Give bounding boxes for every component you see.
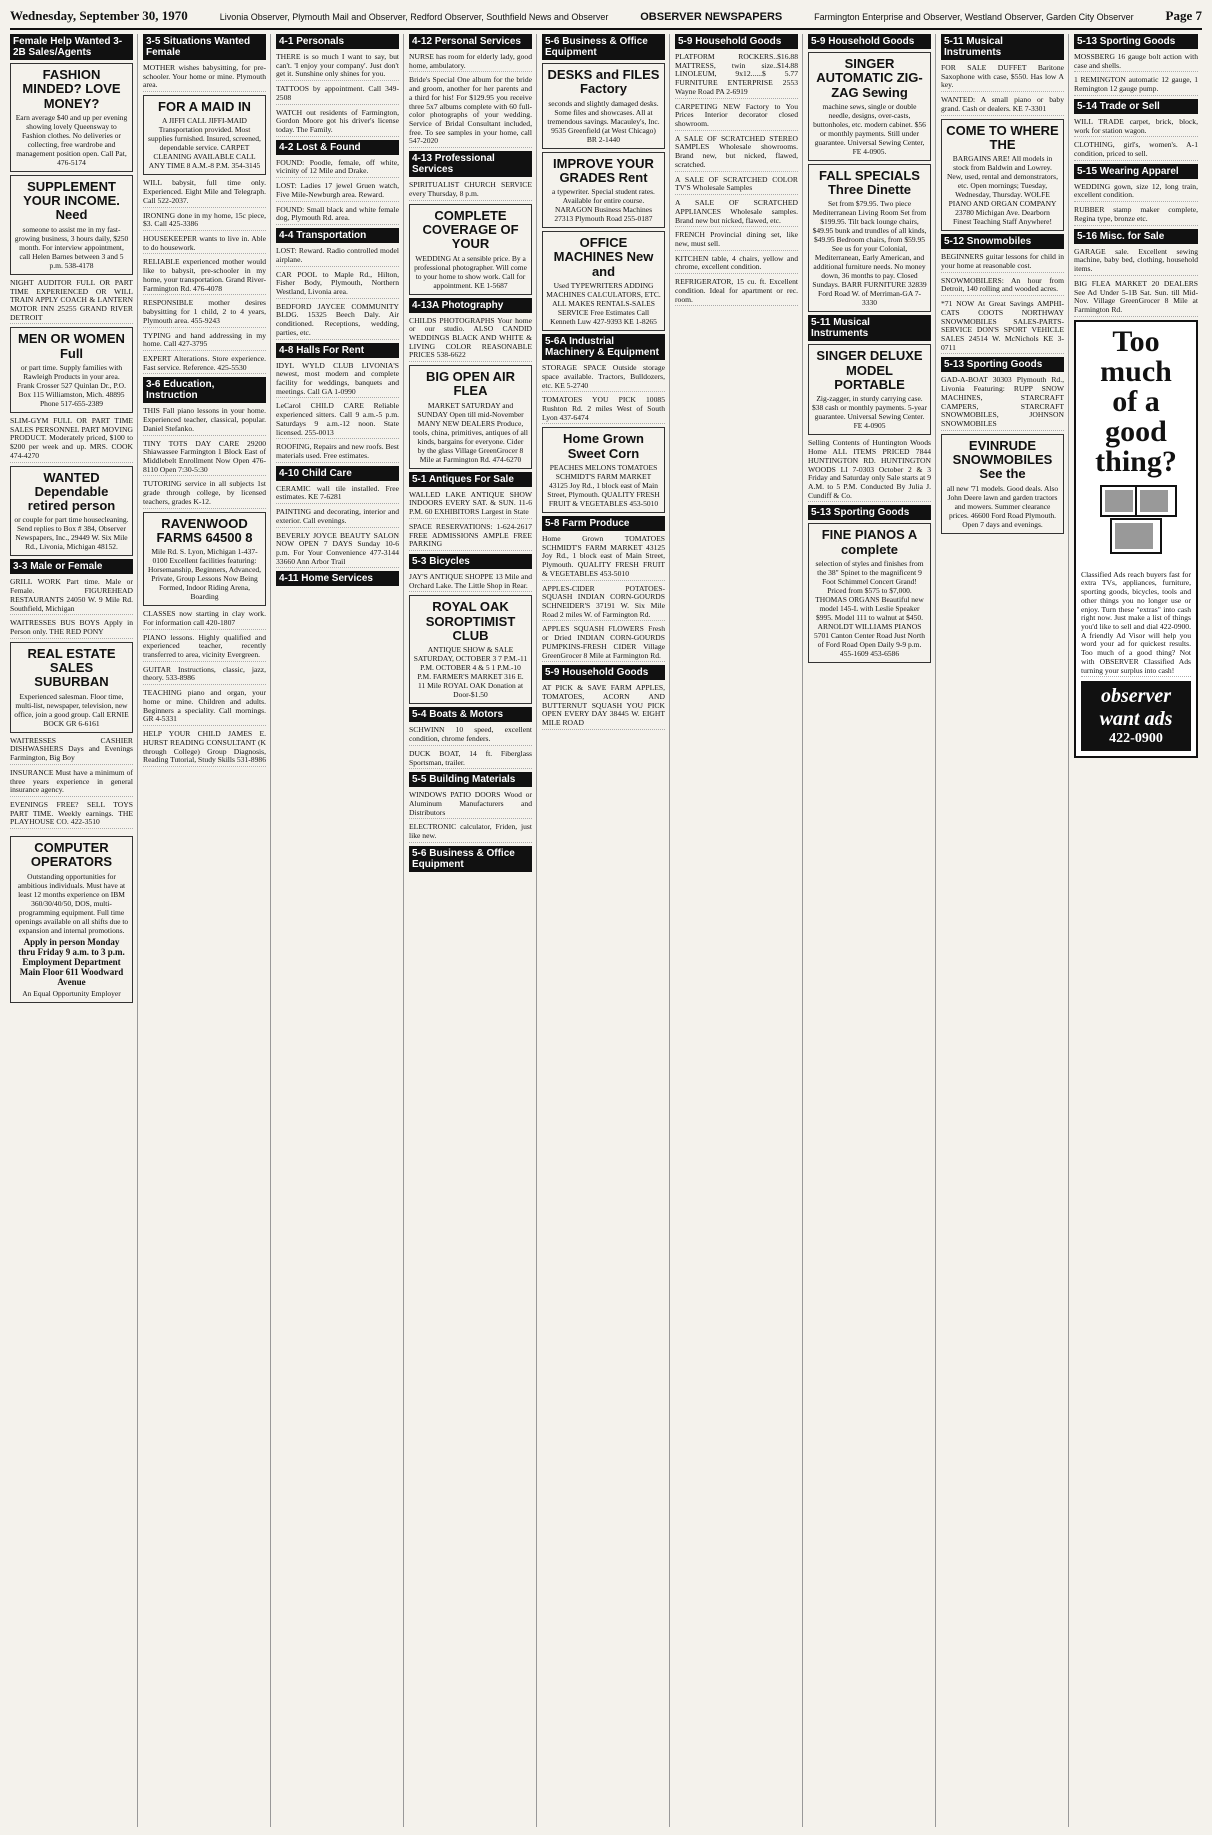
display-ad-body: all new '71 models. Good deals. Also John Deere lawn and garden tractors and mowers. Summer clearance prices. 46600 Ford Road Plymouth. Open 7 days and evenings. — [946, 483, 1059, 529]
display-ad-headline: IMPROVE YOUR GRADES Rent — [553, 155, 654, 185]
classified-ad: CLASSES now starting in clay work. For information call 420-1807 — [143, 609, 266, 629]
display-ad-body: BARGAINS ARE! All models in stock from Baldwin and Lowrey. New, used, rental and demonstrators, etc. Open mornings; Tuesday, Wednesday, Thursday. WOLFE PIANO AND ORGAN COMPANY 23780 Michigan Ave. Dearborn Finest Teaching Staff Anywhere! — [947, 154, 1058, 227]
section-header: 5-6 Business & Office Equipment — [409, 846, 532, 872]
display-ad-body: machine sews, single or double needle, designs, over-casts, buttonholes, etc. modern cabinet. $56 or monthly payments. Still under guarantee. Universal Sewing Center, FE 4-0905. — [813, 101, 926, 156]
section-header: 3-5 Situations Wanted Female — [143, 34, 266, 60]
display-ad — [409, 204, 532, 295]
display-ad — [10, 642, 133, 733]
classified-column — [675, 34, 803, 1827]
classified-ad: BIG FLEA MARKET 20 DEALERS See Ad Under 5-1B Sat. Sun. till Mid-Nov. Village GreenGrocer 8 Mile at Farmington Rd. — [1074, 279, 1198, 317]
classified-ad: CERAMIC wall tile installed. Free estimates. KE 7-6281 — [276, 484, 399, 504]
display-ad-headline: FASHION MINDED? LOVE MONEY? — [22, 67, 121, 111]
display-ad — [10, 175, 133, 275]
display-ad-body: A JIFFI CALL JIFFI-MAID Transportation provided. Most supplies furnished. Insured, screened, dependable service. CARPET CLEANING AVAILABLE CALL ANY TIME 8 A.M.-8 P.M. 354-3145 — [148, 116, 261, 171]
classified-column — [143, 34, 271, 1827]
section-header: 4-4 Transportation — [276, 228, 399, 243]
classified-ad: FOR SALE DUFFET Baritone Saxophone with case, $550. Has low A key. — [941, 63, 1064, 92]
display-ad — [542, 63, 665, 149]
section-header: 3-3 Male or Female — [10, 559, 133, 574]
section-header: 5-13 Sporting Goods — [808, 505, 931, 520]
display-ad-headline: Home Grown Sweet Corn — [563, 431, 644, 461]
classified-ad: GARAGE sale. Excellent sewing machine, baby bed, clothing, household items. — [1074, 247, 1198, 276]
classified-ad: MOTHER wishes babysitting, for pre-schooler. Your home or mine. Plymouth area. — [143, 63, 266, 92]
classified-ad: CAR POOL to Maple Rd., Hilton, Fisher Body, Plymouth, Northern Westland, Livonia area. — [276, 270, 399, 299]
classified-ad: WAITRESSES CASHIER DISHWASHERS Days and Evenings Farmington, Big Boy — [10, 736, 133, 765]
computer-ad-body: Outstanding opportunities for ambitious individuals. Must have at least 12 months experience on IBM 360/30/40/50, DOS, multi-programming equipment. Full time openings available on all shifts due to expansion and internal promotions. — [14, 871, 129, 935]
classified-ad: SLIM-GYM FULL OR PART TIME SALES PERSONNEL PART MOVING PRODUCT. Moderately priced, $100 to $200 per week and up. MRS. COOK 474-4270 — [10, 416, 133, 463]
classified-ad: WALLED LAKE ANTIQUE SHOW INDOORS EVERY SAT. & SUN. 11-6 P.M. 60 EXHIBITORS Largest in State — [409, 490, 532, 519]
classified-ad: CHILDS PHOTOGRAPHS Your home or our studio. ALSO CANDID WEDDINGS BLACK AND WHITE & LIVING COLOR REASONABLE PRICES 538-6622 — [409, 316, 532, 363]
classified-ad: PAINTING and decorating, interior and exterior. Call evenings. — [276, 507, 399, 527]
classified-ad: WILL TRADE carpet, brick, block, work for station wagon. — [1074, 117, 1198, 137]
classified-ad: RELIABLE experienced mother would like to babysit, pre-schooler in my home, your transportation. Grand River-Farmington Rd. 476-4078 — [143, 257, 266, 295]
display-ad — [409, 595, 532, 704]
display-ad — [143, 95, 266, 175]
promo-body: Classified Ads reach buyers fast for extra TVs, appliances, furniture, sporting goods, bicycles, tools and other things you no longer use or enjoy. Turn these "extras" into cash right now. Just make a list of things you'd like to sell and dial 422-0900. A friendly Ad Visor will help you word your ad for quickest results. Too much of a good thing? Not with OBSERVER Classified Ads turning your surplus into cash! — [1081, 570, 1191, 678]
section-header: 5-13 Sporting Goods — [1074, 34, 1198, 49]
classified-ad: CARPETING NEW Factory to You Prices Interior decorator closed showroom. — [675, 102, 798, 131]
classified-ad: Selling Contents of Huntington Woods Home ALL ITEMS PRICED 7844 HUNTINGTON RD. HUNTINGTON WOODS LI 7-0303 October 2 & 3 Friday and Saturday only Sale starts at 9 A.M. to 5 P.M. Conducted By Julia J. Cundiff & Co. — [808, 438, 931, 502]
issue-date: Wednesday, September 30, 1970 — [10, 8, 188, 23]
computer-operators-ad — [10, 836, 133, 1003]
display-ad-body: Mile Rd. S. Lyon, Michigan 1-437-0100 Excellent facilities featuring: Horsemanship, Beginners, Advanced, Private, Group Lessons Now Being Formed, Indoor Riding Arena, Boarding — [147, 547, 262, 602]
classified-ad: A SALE OF SCRATCHED APPLIANCES Wholesale samples. Brand new but nicked, flawed, etc. — [675, 198, 798, 227]
display-ad-headline: SUPPLEMENT YOUR INCOME. Need — [23, 178, 120, 223]
display-ad-headline: BIG OPEN AIR FLEA — [425, 369, 516, 399]
classified-ad: GAD-A-BOAT 30303 Plymouth Rd., Livonia Featuring: RUPP SNOW MACHINES, STARCRAFT CAMPERS, STARCRAFT SNOWMOBILES, JOHNSON SNOWMOBILES — [941, 375, 1064, 430]
display-ad — [10, 466, 133, 557]
classified-column — [808, 34, 936, 1827]
classified-ad: DUCK BOAT, 14 ft. Fiberglass Sportsman, trailer. — [409, 749, 532, 769]
display-ad — [941, 119, 1064, 232]
display-ad-headline: SINGER DELUXE MODEL PORTABLE — [816, 348, 923, 393]
display-ad-headline: COMPLETE COVERAGE OF YOUR — [422, 207, 519, 252]
section-header: Female Help Wanted 3-2B Sales/Agents — [10, 34, 133, 60]
section-header: 5-9 Household Goods — [808, 34, 931, 49]
classified-column — [10, 34, 138, 1827]
section-header: 5-8 Farm Produce — [542, 516, 665, 531]
display-ad-headline: OFFICE MACHINES New and — [553, 235, 654, 279]
classified-ad: CLOTHING, girl's, women's. A-1 condition, priced to sell. — [1074, 140, 1198, 160]
classified-column — [409, 34, 537, 1827]
display-ad-body: Earn average $40 and up per evening showing lovely Queensway to Fashion clothes. No deliveries or collecting, free wardrobe and management position open. Call Pat, 476-5174 — [15, 112, 128, 167]
display-ad-body: Experienced salesman. Floor time, multi-list, newspaper, television, new office, join a good group. Call ERNIE BOCK GR 6-6161 — [14, 691, 129, 728]
display-ad — [941, 434, 1064, 534]
classified-column — [1074, 34, 1202, 1827]
classified-ad: TATTOOS by appointment. Call 349-2508 — [276, 84, 399, 104]
classified-ad: FRENCH Provincial dining set, like new, must sell. — [675, 230, 798, 250]
classified-ad: FOUND: Poodle, female, off white, vicinity of 12 Mile and Drake. — [276, 158, 399, 178]
display-ad — [542, 152, 665, 229]
classified-column — [542, 34, 670, 1827]
section-header: 4-12 Personal Services — [409, 34, 532, 49]
computer-ad-eoe: An Equal Opportunity Employer — [22, 988, 121, 998]
classified-ad: 1 REMINGTON automatic 12 gauge, 1 Remington 12 gauge pump. — [1074, 75, 1198, 95]
display-ad-body: a typewriter. Special student rates. Available for entire course. NARAGON Business Machines 27313 Plymouth Road 255-0187 — [552, 187, 655, 224]
promo-headline: thing? — [1095, 444, 1177, 478]
section-header: 4-11 Home Services — [276, 571, 399, 586]
section-header: 5-11 Musical Instruments — [941, 34, 1064, 60]
display-ad-body: or couple for part time housecleaning. Send replies to Box # 384, Observer Newspapers, Inc., 29449 W. Six Mile Rd., Livonia, Michigan 48152. — [14, 515, 129, 552]
section-header: 4-8 Halls For Rent — [276, 343, 399, 358]
display-ad-body: WEDDING At a sensible price. By a professional photographer. Will come to your home to show work. Call for appointment. KE 1-5687 — [414, 253, 527, 290]
section-header: 4-2 Lost & Found — [276, 140, 399, 155]
display-ad — [10, 327, 133, 413]
classified-ad: NIGHT AUDITOR FULL OR PART TIME EXPERIENCED OR WILL TRAIN APPLY COACH & LANTERN MOTOR INN 25255 GRAND RIVER DETROIT — [10, 278, 133, 325]
classified-ad: MOSSBERG 16 gauge bolt action with case and shells. — [1074, 52, 1198, 72]
section-header: 5-9 Household Goods — [542, 665, 665, 680]
classified-ad: LeCarol CHILD CARE Reliable experienced sitters. Call 9 a.m.-5 p.m. Saturdays 9 a.m.-12 noon. State licensed. 255-0013 — [276, 401, 399, 439]
display-ad — [542, 427, 665, 513]
classified-ad: HELP YOUR CHILD JAMES E. HURST READING CONSULTANT (K through College) Group Diagnosis, Reading Tutorial, Study Skills 531-8986 — [143, 729, 266, 767]
display-ad — [808, 164, 931, 313]
display-ad-headline: FALL SPECIALS Three Dinette — [819, 167, 920, 198]
classified-ad: TUTORING service in all subjects 1st grade through college, by licensed teachers, grades K-12. — [143, 479, 266, 508]
classified-ad: NURSE has room for elderly lady, good home, ambulatory. — [409, 52, 532, 72]
classified-ad: KITCHEN table, 4 chairs, yellow and chrome, excellent condition. — [675, 254, 798, 274]
section-header: 5-16 Misc. for Sale — [1074, 229, 1198, 244]
classified-ad: RESPONSIBLE mother desires babysitting for 1 child, 2 to 4 years, Plymouth area. 455-9243 — [143, 298, 266, 327]
display-ad — [808, 344, 931, 435]
section-header: 5-5 Building Materials — [409, 772, 532, 787]
classified-ad: TYPING and hand addressing in my home. Call 427-3795 — [143, 331, 266, 351]
display-ad-body: selection of styles and finishes from the 38" Spinet to the magnificent 9 Foot Schimmel Concert Grand! Priced from $575 to $7,000. THOMAS ORGANS Beautiful new model 145-L with Leslie Speaker $995. Model 111 to walnut at $450. ARNOLDT WILLIAMS PIANOS 5701 Canton Center Road Just North of Ford Road Open Daily 9-9 p.m. 455-1609 453-6586 — [813, 559, 926, 658]
section-header: 5-14 Trade or Sell — [1074, 99, 1198, 114]
section-header: 3-6 Education, Instruction — [143, 377, 266, 403]
section-header: 5-3 Bicycles — [409, 554, 532, 569]
classified-column — [941, 34, 1069, 1827]
section-header: 5-15 Wearing Apparel — [1074, 164, 1198, 179]
classified-ad: IDYL WYLD CLUB LIVONIA'S newest, most modern and complete facility for weddings, banquets and meetings. Call GA 1-0990 — [276, 361, 399, 399]
display-ad — [542, 231, 665, 331]
masthead-papers-right: Farmington Enterprise and Observer, Westland Observer, Garden City Observer — [814, 12, 1134, 22]
page-number: Page 7 — [1165, 8, 1202, 23]
classified-column — [276, 34, 404, 1827]
section-header: 4-1 Personals — [276, 34, 399, 49]
display-ad-headline: FINE PIANOS A complete — [821, 527, 918, 557]
classified-ad: WINDOWS PATIO DOORS Wood or Aluminum Manufacturers and Distributors — [409, 790, 532, 819]
classified-ad: EVENINGS FREE? SELL TOYS PART TIME. Weekly earnings. THE PLAYHOUSE CO. 422-3510 — [10, 800, 133, 829]
classified-ad: APPLES SQUASH FLOWERS Fresh or Dried INDIAN CORN-GOURDS PUMPKINS-FRESH CIDER Village GreenGrocer 8 Mile at Farmington Rd. — [542, 624, 665, 662]
classified-ad: A SALE OF SCRATCHED COLOR TV'S Wholesale Samples — [675, 175, 798, 195]
promo-headline: Too much — [1100, 324, 1172, 388]
classified-ad: FOUND: Small black and white female dog, Plymouth Rd. area. — [276, 205, 399, 225]
display-ad-headline: EVINRUDE SNOWMOBILES See the — [952, 437, 1053, 482]
classified-ad: SNOWMOBILERS: An hour from Detroit, 140 rolling and wooded acres. — [941, 276, 1064, 296]
classified-ad: SPACE RESERVATIONS: 1-624-2617 FREE ADMISSIONS AMPLE FREE PARKING — [409, 522, 532, 551]
observer-want-ads-promo — [1074, 320, 1198, 759]
classified-ad: APPLES-CIDER POTATOES-SQUASH INDIAN CORN-GOURDS SCHNEIDER'S 37191 W. Six Mile Road 2 miles W. of Farmington Rd. — [542, 584, 665, 622]
display-ad — [409, 365, 532, 469]
display-ad-body: MARKET SATURDAY and SUNDAY Open till mid-November MANY NEW DEALERS Produce, tools, china, primitives, antiques of all kinds, bargains for everyone. Cider by the glass Village GreenGrocer 8 Mile at Farmington Rd. 474-6270 — [413, 400, 528, 464]
classified-ad: LOST: Ladies 17 jewel Gruen watch, Five Mile-Newburgh area. Reward. — [276, 181, 399, 201]
classified-ad: TINY TOTS DAY CARE 29200 Shiawassee Farmington 1 Block East of Middlebelt Enrollment Now Open 476-8110 Open 7:30-5:30 — [143, 439, 266, 477]
classified-ad: WAITRESSES BUS BOYS Apply in Person only. THE RED PONY — [10, 618, 133, 638]
display-ad-body: seconds and slightly damaged desks. Some files and showcases. All at tremendous savings. Macauley's, Inc. 9535 Greenfield (at West Chicago) BR 2-1440 — [547, 98, 660, 144]
classified-ad: SCHWINN 10 speed, excellent condition, chrome fenders. — [409, 725, 532, 745]
computer-ad-footer: Apply in person Monday thru Friday 9 a.m. to 3 p.m. Employment Department Main Floor 611 Woodward Avenue — [18, 936, 125, 987]
classified-ad: REFRIGERATOR, 15 cu. ft. Excellent condition. Ideal for apartment or rec. room. — [675, 277, 798, 306]
classified-ad: BEDFORD JAYCEE COMMUNITY BLDG. 15325 Beech Daly. Air conditioned. Receptions, wedding, parties, etc. — [276, 302, 399, 340]
classified-ad: WATCH out residents of Farmington, Gordon Moore got his driver's license today. The Family. — [276, 108, 399, 137]
classified-ad: BEVERLY JOYCE BEAUTY SALON NOW OPEN 7 DAYS Sunday 10-6 p.m. For Your Convenience 477-3144 33660 Ann Arbor Trail — [276, 531, 399, 569]
computer-ad-title: COMPUTER OPERATORS — [30, 840, 113, 870]
classified-ad: A SALE OF SCRATCHED STEREO SAMPLES Wholesale showrooms. Brand new, but nicked, flawed, scratched. — [675, 134, 798, 172]
classified-ad: GUITAR Instructions, classic, jazz, theory. 533-8986 — [143, 665, 266, 685]
display-ad-headline: WANTED Dependable retired person — [27, 469, 116, 514]
classified-ad: THERE is so much I want to say, but can't. 'I enjoy your company'. Just don't get it. Sunshine only shines for you. — [276, 52, 399, 81]
classified-ad: Home Grown TOMATOES SCHMIDT'S FARM MARKET 43125 Joy Rd., 1 block east of Main Street, Plymouth. QUALITY FRESH FRUIT & VEGETABLES 453-5010 — [542, 534, 665, 581]
want-ads-brand: observer want ads — [1099, 685, 1173, 731]
section-header: 5-11 Musical Instruments — [808, 315, 931, 341]
section-header: 5-1 Antiques For Sale — [409, 472, 532, 487]
section-header: 5-4 Boats & Motors — [409, 707, 532, 722]
classified-ad: Bride's Special One album for the bride and groom, another for her parents and a third for his! For $129.95 you receive three 5x7 albums complete with 60 full-color photographs of your wedding. Service of Bridal Consultant included, free. To see samples in your home, call 547-2020 — [409, 75, 532, 148]
classified-ad: PLATFORM ROCKERS..$16.88 MATTRESS, twin size..$14.88 LINOLEUM, 9x12......$ 5.77 FURNITURE ENTERPRISE 2553 Wayne Road PA 2-6919 — [675, 52, 798, 99]
classified-ad: ROOFING, Repairs and new roofs. Best materials used. Free estimates. — [276, 442, 399, 462]
classified-ad: BEGINNERS guitar lessons for child in your home at reasonable cost. — [941, 252, 1064, 272]
classified-ad: WEDDING gown, size 12, long train, excellent condition. — [1074, 182, 1198, 202]
classified-ad: TEACHING piano and organ, your home or mine. Children and adults. Beginners a speciality. Call mornings. GR 4-5331 — [143, 688, 266, 726]
display-ad-headline: SINGER AUTOMATIC ZIG-ZAG Sewing — [816, 56, 923, 100]
classified-ad: STORAGE SPACE Outside storage space available. Tractors, Bulldozers, etc. KE 5-2740 — [542, 363, 665, 392]
classified-ad: RUBBER stamp maker complete, Regina type, bronze etc. — [1074, 205, 1198, 225]
classified-ad: ELECTRONIC calculator, Friden, just like new. — [409, 822, 532, 842]
display-ad-headline: DESKS and FILES Factory — [547, 67, 660, 97]
classified-ad: *71 NOW At Great Savings AMPHI-CATS COOTS NORTHWAY SNOWMOBILES SALES-PARTS-SERVICE DON'S SPORT VEHICLE SALES 24514 W. McNichols KE 3-0711 — [941, 299, 1064, 354]
classified-ad: WANTED: A small piano or baby grand. Cash or dealers. KE 7-3301 — [941, 95, 1064, 115]
classified-ad: IRONING done in my home, 15c piece, $3. Call 425-3386 — [143, 211, 266, 231]
stacked-tv-icon — [1091, 481, 1181, 561]
display-ad-body: Zig-zagger, in sturdy carrying case. $38 cash or monthly payments. 5-year guarantee. Universal Sewing Center. FE 4-0905 — [812, 394, 927, 431]
classified-ad: LOST: Reward. Radio controlled model airplane. — [276, 246, 399, 266]
section-header: 5-6 Business & Office Equipment — [542, 34, 665, 60]
classified-ad: HOUSEKEEPER wants to live in. Able to do housework. — [143, 234, 266, 254]
display-ad — [808, 52, 931, 161]
section-header: 5-13 Sporting Goods — [941, 357, 1064, 372]
display-ad-headline: ROYAL OAK SOROPTIMIST CLUB — [425, 599, 516, 644]
section-header: 4-13 Professional Services — [409, 151, 532, 177]
display-ad-body: Used TYPEWRITERS ADDING MACHINES CALCULATORS, ETC. ALL MAKES RENTALS-SALES SERVICE Free Estimates Call Kenneth Luw 427-9393 KE 1-8265 — [546, 281, 661, 327]
section-header: 4-13A Photography — [409, 298, 532, 313]
display-ad-body: or part time. Supply families with Rawleigh Products in your area. Frank Crosser 527 Quinlan Dr., P.O. Box 115 Williamston, Mich. 48895 Phone 517-655-2389 — [17, 362, 126, 408]
want-ads-phone: 422-0900 — [1109, 731, 1163, 747]
section-header: 5-12 Snowmobiles — [941, 234, 1064, 249]
display-ad — [808, 523, 931, 663]
classified-ad: PIANO lessons. Highly qualified and experienced teacher, recently transferred to area, vicinity Evergreen. — [143, 633, 266, 662]
display-ad-headline: RAVENWOOD FARMS 64500 8 — [156, 515, 253, 545]
section-header: 5-6A Industrial Machinery & Equipment — [542, 334, 665, 360]
classified-ad: INSURANCE Must have a minimum of three years experience in general insurance agency. — [10, 768, 133, 797]
classified-columns — [10, 34, 1202, 1827]
display-ad-headline: MEN OR WOMEN Full — [18, 331, 125, 361]
classified-ad: GRILL WORK Part time. Male or Female. FIGUREHEAD RESTAURANTS 24050 W. 9 Mile Rd. Southfield, Michigan — [10, 577, 133, 615]
classified-ad: JAY'S ANTIQUE SHOPPE 13 Mile and Orchard Lake. The Little Shop in Rear. — [409, 572, 532, 592]
display-ad-body: ANTIQUE SHOW & SALE SATURDAY, OCTOBER 3 7 P.M.-11 P.M. OCTOBER 4 & 5 1 P.M.-10 P.M. FARMER'S MARKET 316 E. 11 Mile ROYAL OAK Donation at Door-$1.50 — [413, 645, 528, 700]
classified-ad: THIS Fall piano lessons in your home. Experienced teacher, classical, popular. Daniel Stefanko. — [143, 406, 266, 435]
display-ad-headline: COME TO WHERE THE — [946, 122, 1059, 152]
classified-ad: AT PICK & SAVE FARM APPLES, TOMATOES, ACORN AND BUTTERNUT SQUASH YOU PICK OPEN EVERY DAY 38445 W. EIGHT MILE ROAD — [542, 683, 665, 730]
display-ad-body: PEACHES MELONS TOMATOES SCHMIDT'S FARM MARKET 43125 Joy Rd., 1 block east of Main Street, Plymouth. QUALITY FRESH FRUIT & VEGETABLES 453-5010 — [547, 462, 660, 508]
masthead-papers-left: Livonia Observer, Plymouth Mail and Observer, Redford Observer, Southfield News and Observer — [219, 12, 609, 22]
display-ad-headline: REAL ESTATE SALES SUBURBAN — [27, 645, 116, 690]
masthead-title: OBSERVER NEWSPAPERS — [640, 11, 783, 23]
section-header: 4-10 Child Care — [276, 466, 399, 481]
observer-want-ads-logo — [1081, 681, 1191, 751]
section-header: 5-9 Household Goods — [675, 34, 798, 49]
promo-headline: of a — [1112, 384, 1160, 418]
display-ad-body: Set from $79.95. Two piece Mediterranean Living Room Set from $199.95. Tilt back lounge chairs, $49.95 bunk and trundles of all kinds, $49.95 Bedroom chairs, from $59.95 See us for your Colonial, Mediterranean, Early American, and additional furniture needs. No money down, 36 months to pay. Closed Sundays. BARR FURNITURE 32839 Ford Road W. of Merriman-GA 7-3330 — [812, 199, 927, 308]
classified-ad: EXPERT Alterations. Store experience. Fast service. Reference. 425-5530 — [143, 354, 266, 374]
classified-ad: SPIRITUALIST CHURCH SERVICE every Thursday, 8 p.m. — [409, 180, 532, 200]
display-ad-body: someone to assist me in my fast-growing business, 3 hours daily, $250 month. For interview appointment, call Helen Barnes between 3 and 5 p.m. 538-4178 — [14, 224, 129, 270]
masthead — [10, 8, 1202, 30]
promo-headline: good — [1105, 414, 1167, 448]
display-ad-headline: FOR A MAID IN — [158, 99, 251, 115]
classified-ad: TOMATOES YOU PICK 10085 Rushton Rd. 2 miles West of South Lyon 437-6474 — [542, 395, 665, 424]
classified-ad: WILL babysit, full time only. Experienced. Eight Mile and Telegraph. Call 522-2037. — [143, 178, 266, 207]
display-ad — [10, 63, 133, 172]
display-ad — [143, 512, 266, 607]
